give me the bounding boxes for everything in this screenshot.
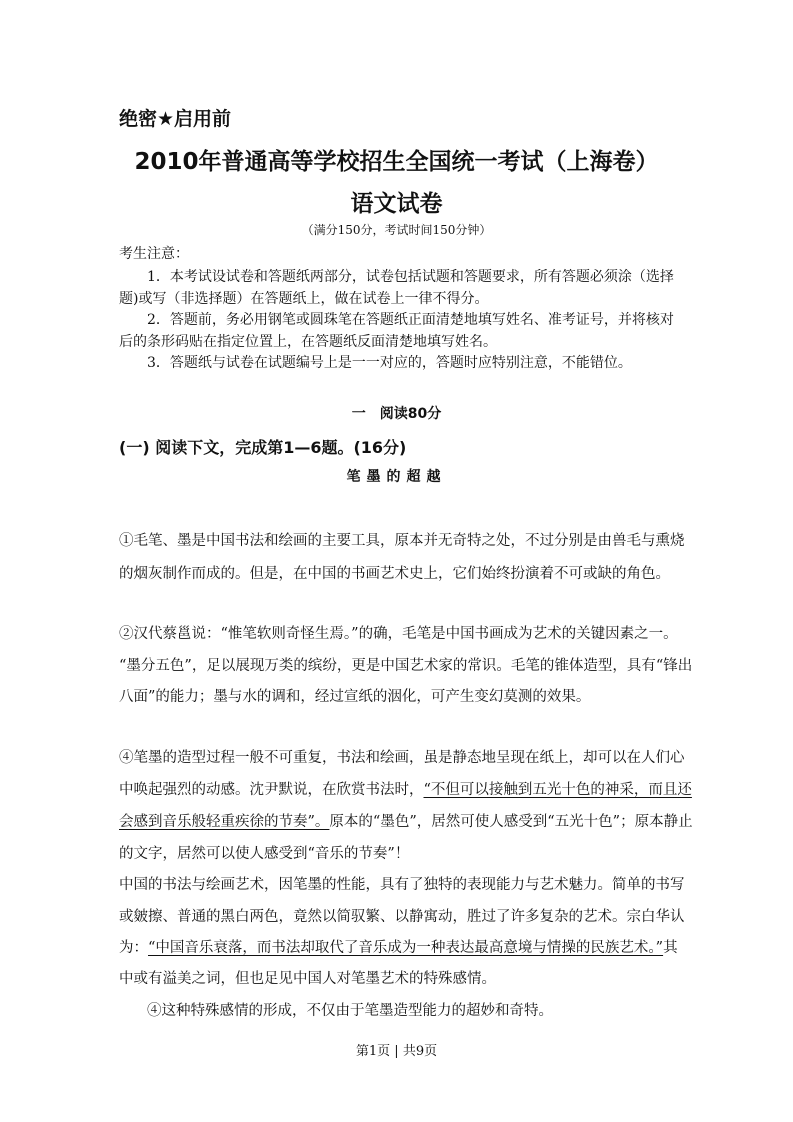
paragraph-line: 或皴擦、普通的黑白两色，竟然以简驭繁、以静寓动，胜过了许多复杂的艺术。宗白华认 — [119, 909, 685, 925]
paragraph-line: ④这种特殊感情的形成，不仅由于笔墨造型能力的超妙和奇特。 — [147, 1003, 553, 1019]
notice-line: 后的条形码贴在指定位置上，在答题纸反面清楚地填写姓名。 — [119, 334, 497, 350]
notice-line: 1．本考试设试卷和答题纸两部分，试卷包括试题和答题要求，所有答题必须涂（选择 — [147, 269, 674, 285]
paragraph-line — [119, 936, 678, 957]
paragraph-line: 八面”的能力；墨与水的调和，经过宣纸的洇化，可产生变幻莫测的效果。 — [119, 689, 591, 705]
paragraph-line: 中国的书法与绘画艺术，因笔墨的性能，具有了独特的表现能力与艺术魅力。简单的书写 — [119, 877, 685, 893]
notice-heading: 考生注意： — [119, 246, 189, 262]
paragraph-text: 中唤起强烈的动感。沈尹默说，在欣赏书法时， — [119, 782, 424, 798]
article-title: 笔墨的超越 — [346, 469, 447, 485]
paragraph-line: 的烟灰制作而成的。但是，在中国的书画艺术史上，它们始终扮演着不可或缺的角色。 — [119, 566, 670, 582]
paragraph-line — [119, 778, 692, 799]
notice-line: 2．答题前，务必用钢笔或圆珠笔在答题纸正面清楚地填写姓名、准考证号，并将核对 — [147, 312, 674, 328]
paragraph-line: “墨分五色”，足以展现万类的缤纷，更是中国艺术家的常识。毛笔的锥体造型，具有“锋出 — [119, 658, 693, 674]
underlined-quote: 会感到音乐般轻重疾徐的节奏”。 — [119, 814, 330, 830]
paragraph-line: 中或有溢美之词，但也足见中国人对笔墨艺术的特殊感情。 — [119, 971, 496, 987]
notice-line: 题)或写（非选择题）在答题纸上，做在试卷上一律不得分。 — [119, 291, 489, 307]
underlined-quote: “不但可以接触到五光十色的神采，而且还 — [423, 782, 692, 798]
section-heading: 一 阅读80分 — [351, 406, 442, 422]
exam-subtitle: 语文试卷 — [350, 191, 443, 217]
score-info: （满分150分，考试时间150分钟） — [301, 223, 492, 237]
part-heading: (一) 阅读下文，完成第1—6题。(16分) — [119, 438, 407, 457]
paragraph-line: ②汉代蔡邕说：“惟笔软则奇怪生焉。”的确，毛笔是中国书画成为艺术的关键因素之一。 — [119, 626, 678, 642]
underlined-quote: “中国音乐衰落，而书法却取代了音乐成为一种表达最高意境与情操的民族艺术。” — [148, 940, 664, 956]
paragraph-line: ①毛笔、墨是中国书法和绘画的主要工具，原本并无奇特之处，不过分别是由兽毛与熏烧 — [119, 533, 685, 549]
paragraph-text: 原本的“墨色”，居然可使人感受到“五光十色”；原本静止 — [329, 814, 693, 830]
paragraph-text: 为： — [119, 940, 148, 956]
confidential-label: 绝密★启用前 — [119, 108, 232, 130]
paragraph-line — [119, 810, 693, 831]
paragraph-line: ④笔墨的造型过程一般不可重复，书法和绘画，虽是静态地呈现在纸上，却可以在人们心 — [119, 750, 685, 766]
exam-title: 2010年普通高等学校招生全国统一考试（上海卷） — [134, 149, 659, 175]
notice-line: 3．答题纸与试卷在试题编号上是一一对应的，答题时应特别注意，不能错位。 — [147, 355, 632, 371]
paragraph-line: 的文字，居然可以使人感受到“音乐的节奏”！ — [119, 846, 410, 862]
paragraph-text: 其 — [663, 940, 678, 956]
page-footer: 第1页 | 共9页 — [355, 1044, 438, 1059]
